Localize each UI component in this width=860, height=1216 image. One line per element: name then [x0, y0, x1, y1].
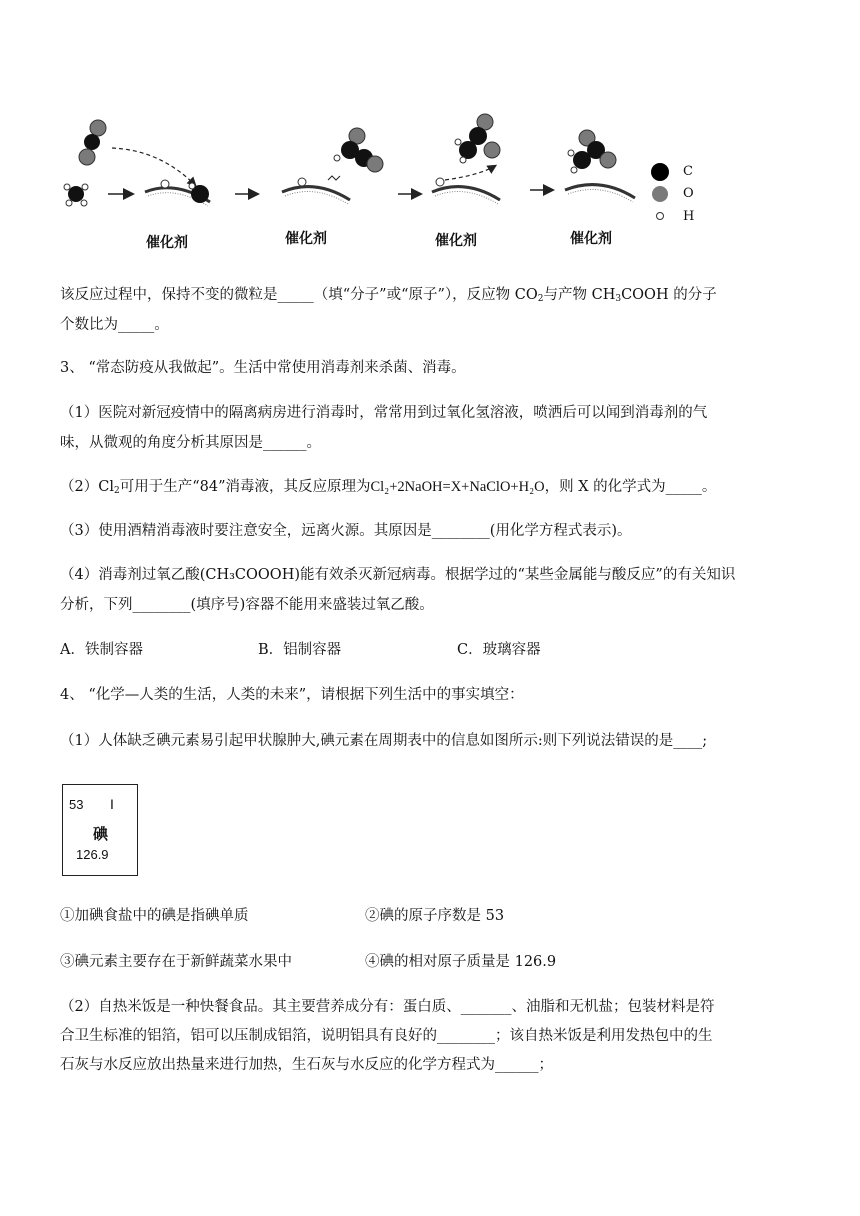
intermediate-molecule [334, 128, 383, 172]
q4-p2-line2: 合卫生标准的铝箔，铝可以压制成铝箔，说明铝具有良好的________；该自热米饭是利用发热包中的生 [60, 1028, 713, 1044]
q4-title: 4、 “化学—人类的生活，人类的未来”，请根据下列生活中的事实填空： [60, 687, 524, 703]
catalyst-label-1: 催化剂 [146, 235, 188, 251]
q3-option-c: C．玻璃容器 [457, 642, 541, 658]
q3-p3: （3）使用酒精消毒液时要注意安全，远离火源。其原因是________(用化学方程式表示)。 [60, 523, 632, 539]
q3-p4-line2: 分析，下列________(填序号)容器不能用来盛装过氧乙酸。 [60, 597, 434, 613]
legend-o: O [683, 186, 694, 201]
product-molecule [568, 130, 616, 173]
q4-p1: （1）人体缺乏碘元素易引起甲状腺肿大,碘元素在周期表中的信息如图所示:则下列说法错误的是____; [60, 733, 708, 749]
q2-line2: 个数比为_____。 [60, 317, 169, 333]
q3-p2: $(2)Cl_2$可用于生产“84”消毒液，其反应原理为Cl₂+2NaOH=X+NaClO+H₂O，则 X 的化学式为_____。 [60, 479, 717, 496]
catalyst-label-4: 催化剂 [570, 231, 612, 247]
legend-c: C [683, 164, 693, 179]
q4-p2-line1: （2）自热米饭是一种快餐食品。其主要营养成分有：蛋白质、_______、油脂和无机盐；包装材料是符 [60, 999, 715, 1015]
q3-equation: Cl₂+2NaOH=X+NaClO+H₂O [370, 479, 545, 495]
element-symbol: I [110, 796, 114, 812]
q3-option-a: A．铁制容器 [60, 642, 143, 658]
catalyst-label-3: 催化剂 [435, 233, 477, 249]
element-name: 碘 [93, 825, 109, 843]
q3-title: 3、 “常态防疫从我做起”。生活中常使用消毒剂来杀菌、消毒。 [60, 360, 466, 376]
q4-statement-1: ①加碘食盐中的碘是指碘单质 [60, 908, 249, 924]
q3-p1-line2: 味，从微观的角度分析其原因是______。 [60, 435, 321, 451]
catalyst-label-2: 催化剂 [285, 231, 327, 247]
periodic-element-card [62, 784, 138, 876]
acetic-acid-molecule [455, 114, 500, 163]
legend-oxygen-dot [652, 186, 668, 202]
co2-molecule [79, 120, 106, 165]
legend-h: H [683, 209, 695, 224]
q4-p2-line3: 石灰与水反应放出热量来进行加热，生石灰与水反应的化学方程式为______； [60, 1057, 553, 1073]
q3-p4-line1: （4）消毒剂过氧乙酸(CH₃COOOH)能有效杀灭新冠病毒。根据学过的“某些金属能与酸反应”的有关知识 [60, 567, 736, 583]
q3-p1-line1: （1）医院对新冠疫情中的隔离病房进行消毒时，常常用到过氧化氢溶液，喷洒后可以闻到消毒剂的气 [60, 405, 708, 421]
q4-statement-2: ②碘的原子序数是 53 [365, 908, 505, 924]
q4-statement-4: ④碘的相对原子质量是 126.9 [365, 954, 557, 970]
q4-statement-3: ③碘元素主要存在于新鲜蔬菜水果中 [60, 954, 292, 970]
q3-option-b: B．铝制容器 [258, 642, 342, 658]
ch4-molecule [64, 184, 88, 206]
legend-hydrogen-dot [657, 213, 664, 220]
q2-line1: 该反应过程中，保持不变的微粒是_____（填“分子”或“原子”），反应物 $CO_2$与产物 $CH_3COOH$ 的分子 [60, 287, 717, 304]
element-mass: 126.9 [76, 847, 109, 862]
legend-carbon-dot [651, 163, 669, 181]
element-number: 53 [69, 797, 84, 812]
